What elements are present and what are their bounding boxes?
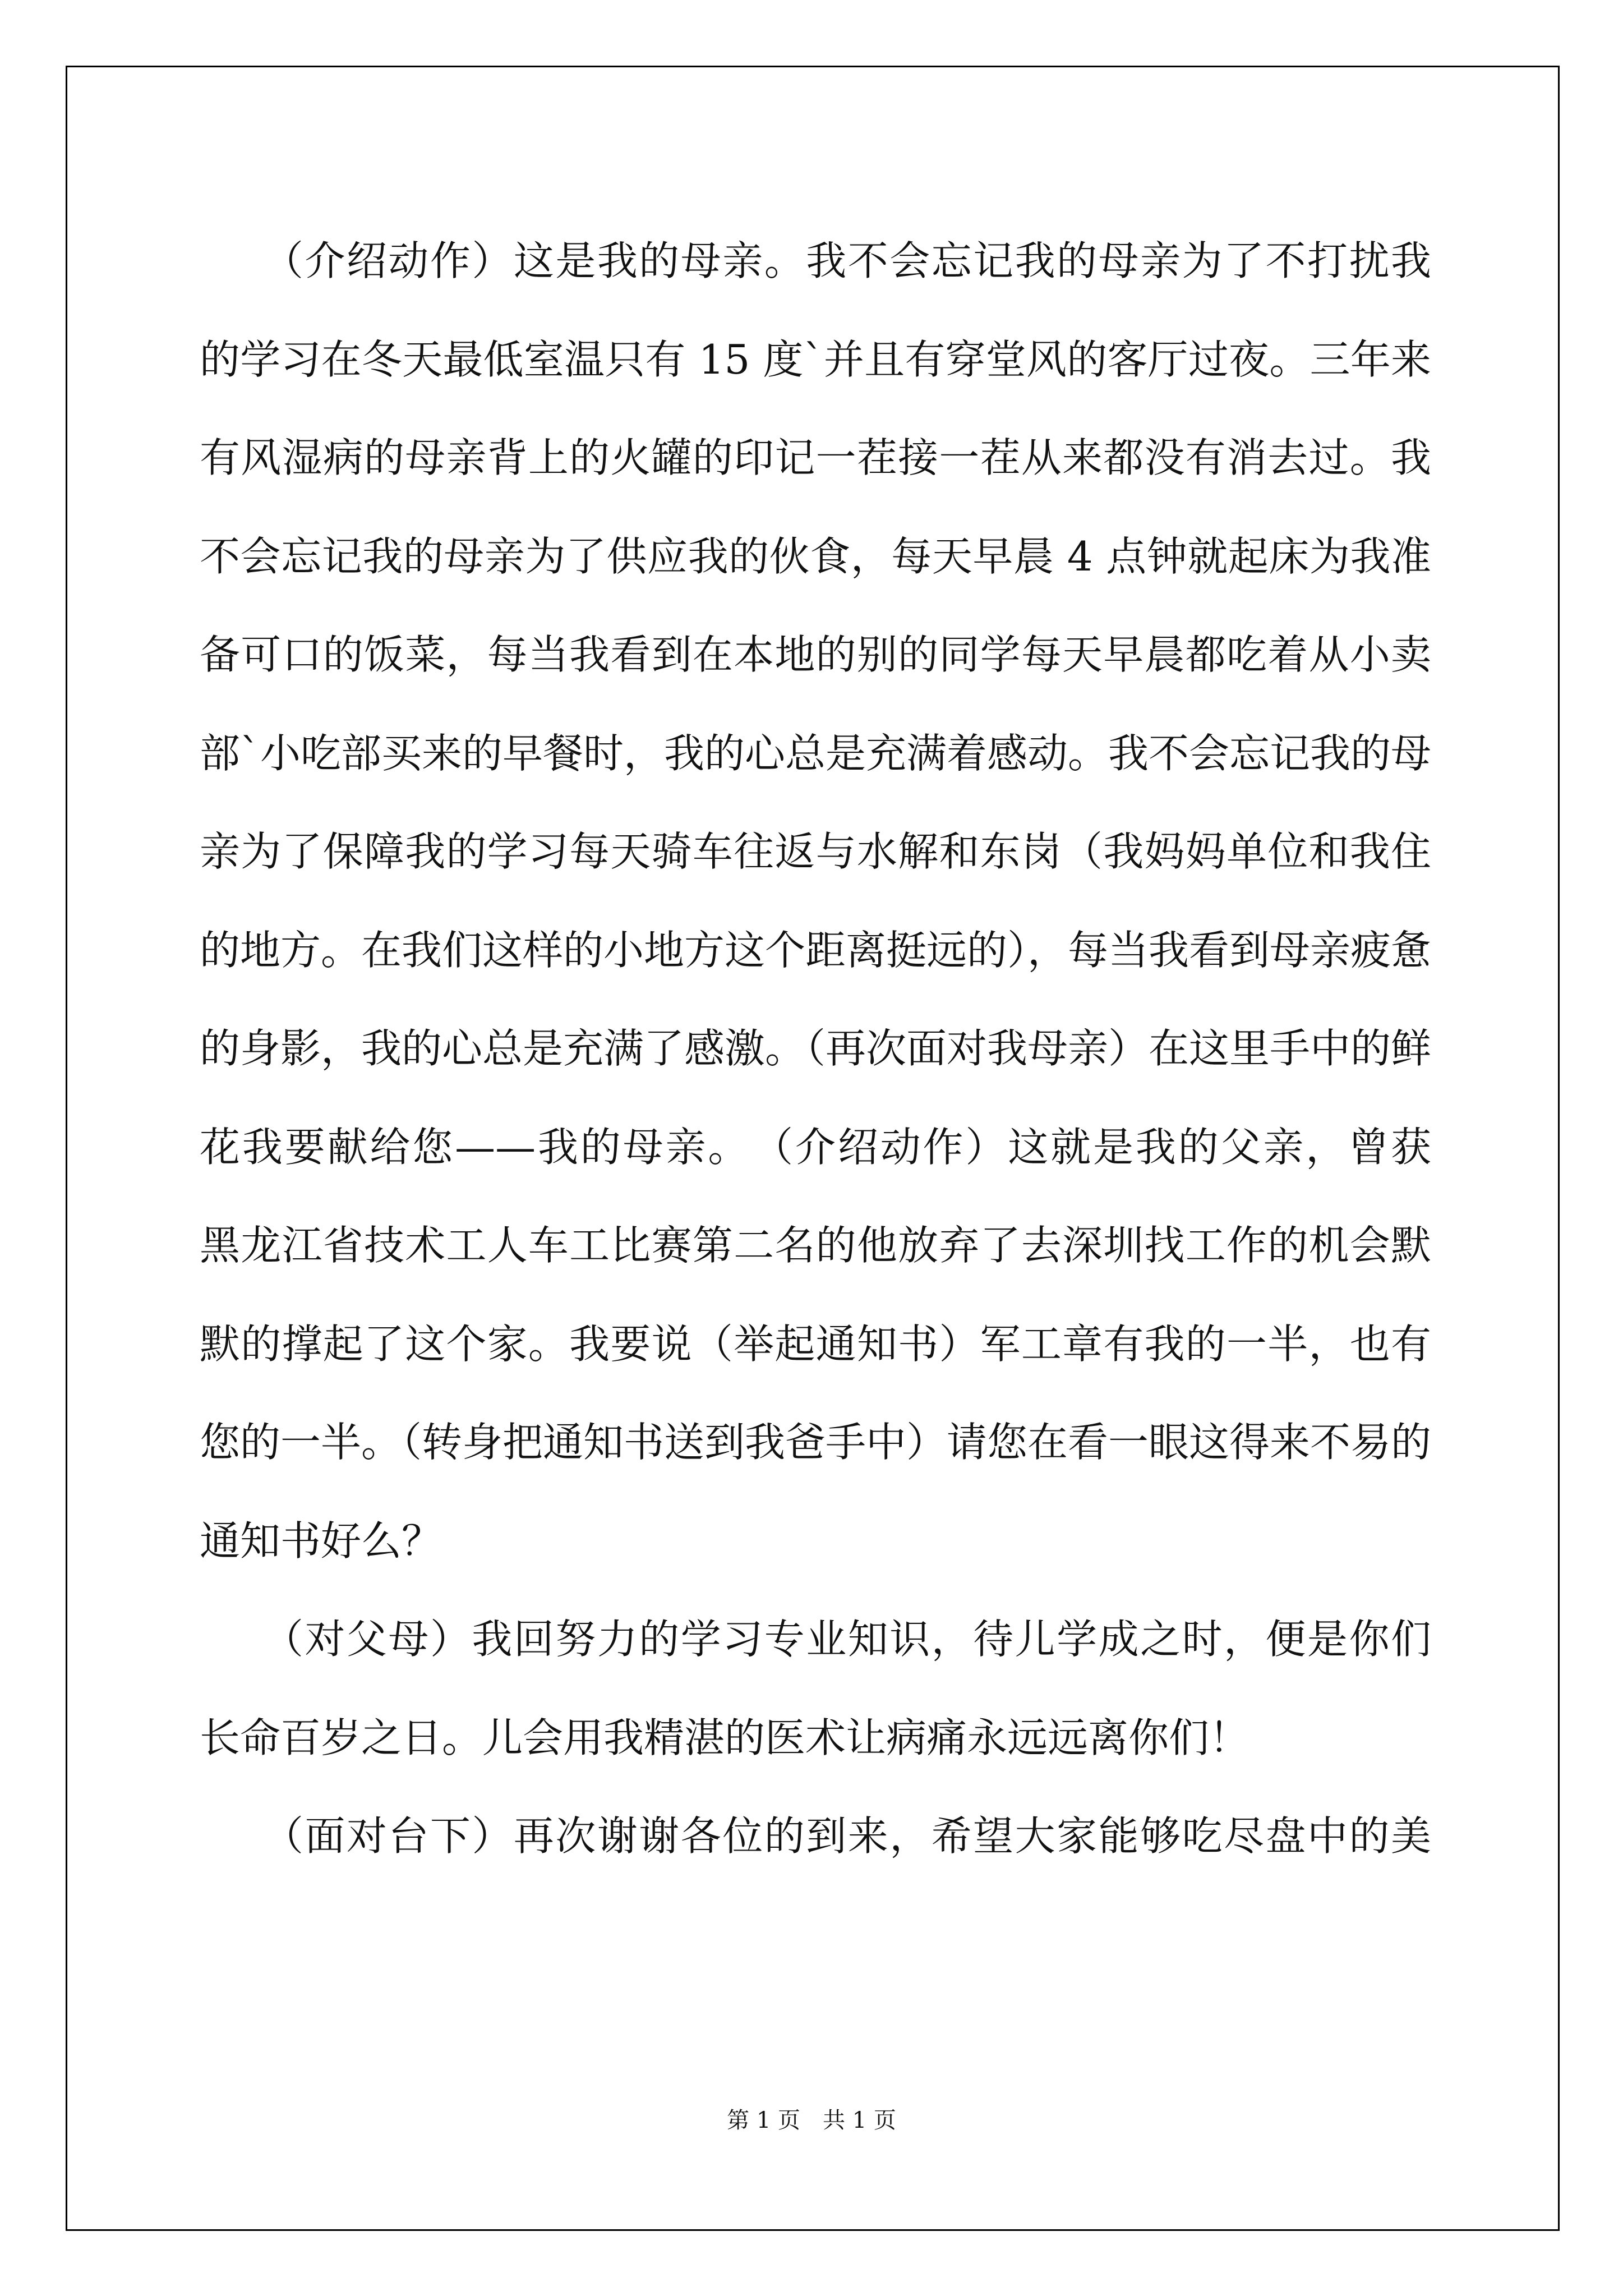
page-footer (0, 2106, 1623, 2134)
text-line: （对父母）我回努力的学习专业知识，待儿学成之时，便是你们 (200, 1616, 1431, 1663)
text-line-paragraph-end: 通知书好么？ (200, 1517, 442, 1565)
text-line-paragraph-end: 长命百岁之日。儿会用我精湛的医术让病痛永远远离你们！ (200, 1714, 1250, 1761)
text-line: 备可口的饭菜，每当我看到在本地的别的同学每天早晨都吃着从小卖 (200, 631, 1431, 678)
text-line: 亲为了保障我的学习每天骑车往返与水解和东岗（我妈妈单位和我住 (200, 828, 1431, 875)
text-line: 花我要献给您——我的母亲。 （介绍动作）这就是我的父亲，曾获 (200, 1123, 1431, 1171)
text-line: （介绍动作）这是我的母亲。我不会忘记我的母亲为了不打扰我 (200, 237, 1431, 284)
document-body (200, 212, 1431, 1886)
text-line: 的地方。在我们这样的小地方这个距离挺远的），每当我看到母亲疲惫 (200, 926, 1431, 974)
page-number-label: 第 1 页 共 1 页 (727, 2108, 896, 2133)
text-line: 您的一半。（转身把通知书送到我爸手中）请您在看一眼这得来不易的 (200, 1419, 1431, 1466)
text-line: 默的撑起了这个家。我要说（举起通知书）军工章有我的一半，也有 (200, 1320, 1431, 1368)
text-line: （面对台下）再次谢谢各位的到来，希望大家能够吃尽盘中的美 (200, 1812, 1431, 1860)
text-line: 不会忘记我的母亲为了供应我的伙食，每天早晨 4 点钟就起床为我准 (200, 532, 1431, 580)
text-line: 的学习在冬天最低室温只有 15 度`并且有穿堂风的客厅过夜。三年来 (200, 335, 1431, 383)
text-line: 黑龙江省技术工人车工比赛第二名的他放弃了去深圳找工作的机会默 (200, 1222, 1431, 1269)
text-line: 部`小吃部买来的早餐时，我的心总是充满着感动。我不会忘记我的母 (200, 729, 1431, 777)
text-line: 的身影，我的心总是充满了感激。（再次面对我母亲）在这里手中的鲜 (200, 1025, 1431, 1072)
text-line: 有风湿病的母亲背上的火罐的印记一茬接一茬从来都没有消去过。我 (200, 434, 1431, 481)
